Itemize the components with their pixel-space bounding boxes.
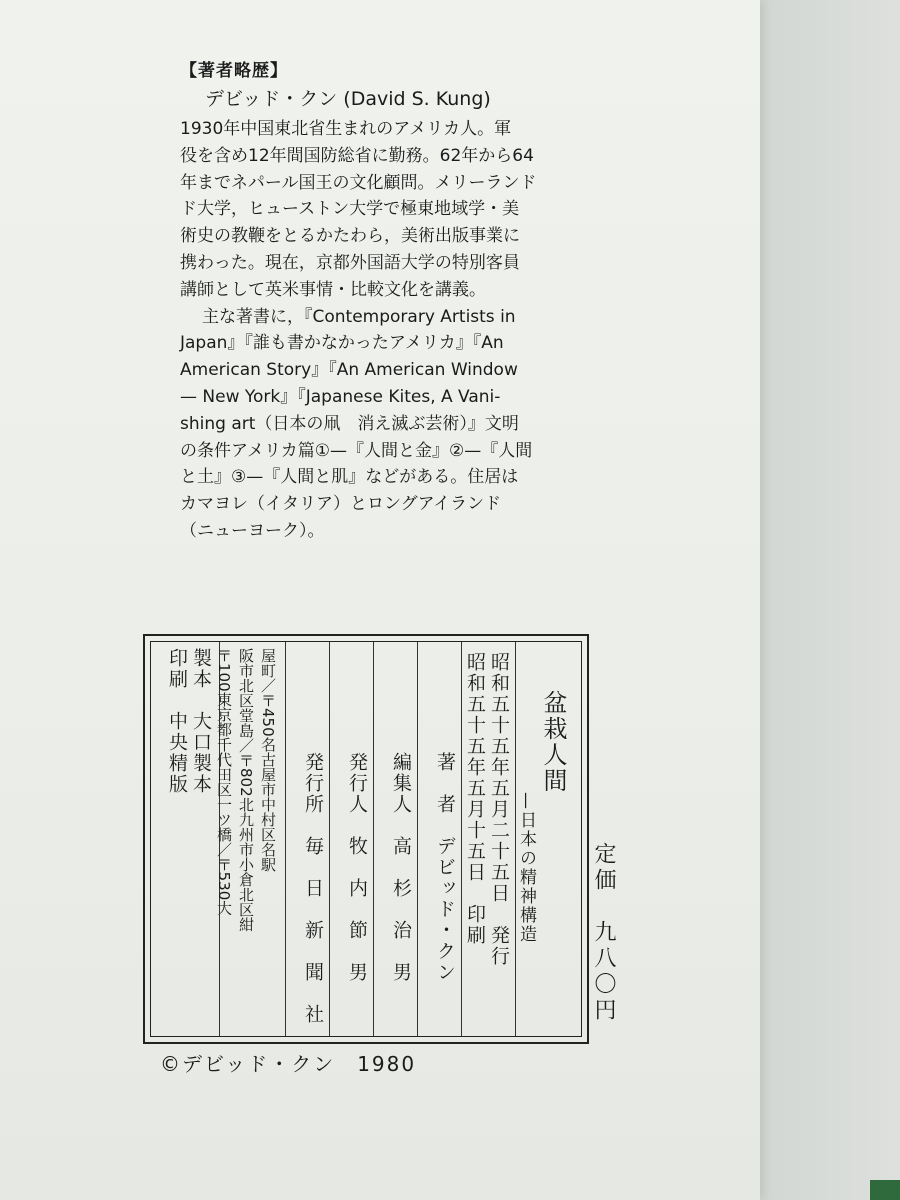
colophon-divider <box>329 642 330 1036</box>
dates <box>451 652 511 967</box>
bio-line: 主な著書に，『Contemporary Artists in <box>202 306 516 327</box>
binder: 製本 大口製本 <box>190 648 212 795</box>
bio-line: 術史の教鞭をとるかたわら，美術出版事業に <box>180 226 520 247</box>
price: 定価 九八〇円 <box>591 842 616 1024</box>
bio-line: ド大学，ヒューストン大学で極東地域学・美 <box>180 199 520 220</box>
address-line: 屋町／〒450名古屋市中村区名駅 <box>259 648 277 872</box>
publisher: 発行所 毎 日 新 聞 社 <box>302 752 324 1025</box>
bio-line: shing art（日本の凧 消え滅ぶ芸術）』文明 <box>180 413 519 434</box>
bio-heading: 【著者略歴】 <box>180 61 288 81</box>
author: 著 者 デビッド・クン <box>434 752 456 983</box>
bio-text <box>180 116 560 545</box>
publisher-person: 発行人 牧 内 節 男 <box>346 752 368 983</box>
bio-line: American Story』『An American Window <box>180 360 518 381</box>
colophon-divider <box>373 642 374 1036</box>
bio-line: 1930年中国東北省生まれのアメリカ人。軍 <box>180 119 512 139</box>
printer: 印刷 中央精版 <box>166 648 188 795</box>
bio-line: カマヨレ（イタリア）とロングアイランド <box>180 494 502 515</box>
bio-line: （ニューヨーク）。 <box>180 520 325 541</box>
printer-binder <box>161 648 213 795</box>
book-cover-edge <box>870 1180 900 1200</box>
colophon-divider <box>417 642 418 1036</box>
date-publish: 昭和五十五年五月二十五日 発行 <box>488 652 510 967</box>
address-line: 〒100東京都千代田区一ツ橋／〒530大 <box>215 648 233 916</box>
bio-line: 役を含め12年間国防総省に勤務。62年から64 <box>180 145 534 166</box>
bio-line: — New York』『Japanese Kites, A Vani- <box>180 386 501 407</box>
date-print: 昭和五十五年五月十五日 印刷 <box>464 652 486 946</box>
publisher-addresses <box>207 648 279 932</box>
copyright-notice: ©デビッド・クン 1980 <box>160 1052 417 1076</box>
address-line: 阪市北区堂島／〒802北九州市小倉北区紺 <box>237 648 255 932</box>
book-title: 盆栽人間 <box>539 690 567 794</box>
bio-line: と土』③—『人間と肌』などがある。住居は <box>180 467 519 488</box>
bio-line: 年までネパール国王の文化顧問。メリーランド <box>180 172 537 193</box>
bio-line: 携わった。現在，京都外国語大学の特別客員 <box>180 252 520 273</box>
bio-line: Japan』『誰も書かなかったアメリカ』『An <box>180 333 504 354</box>
colophon-divider <box>285 642 286 1036</box>
bio-line: の条件アメリカ篇①—『人間と金』②—『人間 <box>180 440 533 461</box>
book-subtitle: —日本の精神構造 <box>516 792 536 944</box>
author-name: デビッド・クン (David S. Kung) <box>205 88 491 110</box>
editor: 編集人 高 杉 治 男 <box>390 752 412 983</box>
bio-line: 講師として英米事情・比較文化を講義。 <box>180 279 486 300</box>
